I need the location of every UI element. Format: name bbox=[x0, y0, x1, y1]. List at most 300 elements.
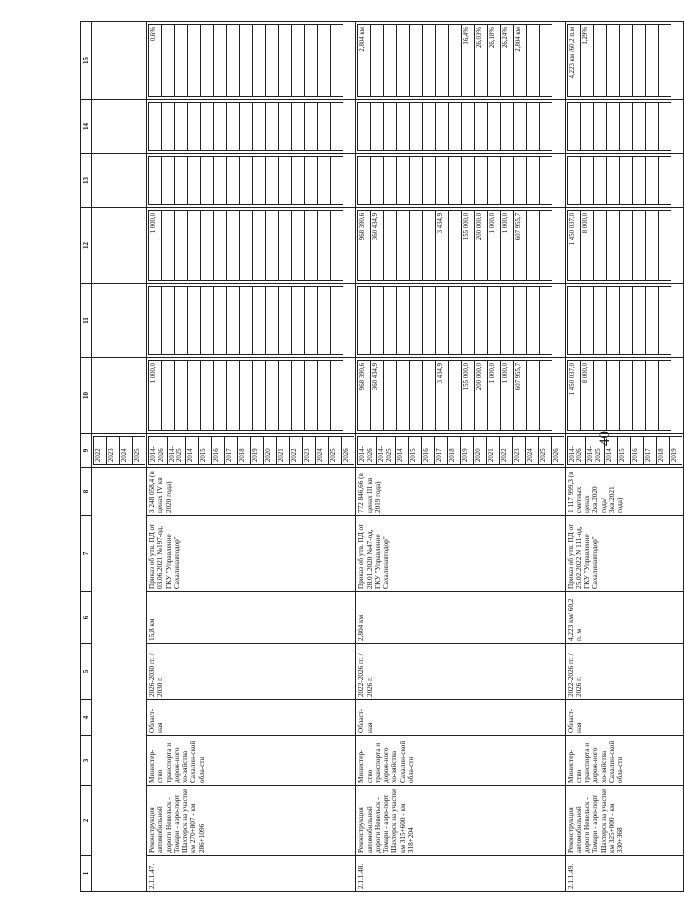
indicator-cell bbox=[214, 25, 227, 97]
amount-cell bbox=[318, 361, 331, 431]
blank-cell bbox=[371, 157, 384, 205]
blank-cell bbox=[606, 157, 619, 205]
blank-cell bbox=[423, 157, 436, 205]
amount-cell bbox=[188, 361, 201, 431]
indicator-cell bbox=[527, 25, 540, 97]
amount-cell bbox=[384, 361, 397, 431]
year-cell: 2026 bbox=[342, 437, 355, 465]
year-cell: 2019 bbox=[460, 437, 473, 465]
blank-cell bbox=[410, 103, 423, 151]
column-number: 11 bbox=[81, 284, 92, 358]
amount-cell bbox=[240, 361, 253, 431]
indicator-cell: 16,4% bbox=[462, 25, 475, 97]
year-cell: 2024 bbox=[525, 437, 538, 465]
blank-cell bbox=[593, 287, 606, 355]
blank-cell bbox=[527, 287, 540, 355]
amount-cell bbox=[201, 211, 214, 281]
blank-cell bbox=[188, 287, 201, 355]
amount-cell: 155 000,0 bbox=[462, 361, 475, 431]
blank-cell bbox=[580, 103, 593, 151]
amount-cell: 200 000,0 bbox=[475, 211, 488, 281]
year-cell: 2018 bbox=[656, 437, 669, 465]
blank-cell bbox=[410, 157, 423, 205]
blank-cell bbox=[462, 287, 475, 355]
capacity: 2,804 км bbox=[356, 592, 565, 644]
blank-cell bbox=[201, 287, 214, 355]
indicator-cell bbox=[423, 25, 436, 97]
blank-cell bbox=[580, 287, 593, 355]
level: Област-ная bbox=[147, 700, 356, 736]
blank-cell bbox=[658, 103, 671, 151]
blank-cell bbox=[580, 157, 593, 205]
year-cell: 2014 bbox=[604, 437, 617, 465]
blank-cell bbox=[162, 157, 175, 205]
indicator-cell: 26,24% bbox=[501, 25, 514, 97]
amount-cell: 8 000,0 bbox=[580, 211, 593, 281]
level: Област-ная bbox=[356, 700, 565, 736]
amount-cell bbox=[619, 211, 632, 281]
amount-cell: 1 000,0 bbox=[488, 211, 501, 281]
blank-cell bbox=[201, 103, 214, 151]
year-cell: 2014 bbox=[186, 437, 199, 465]
amount-cell bbox=[175, 361, 188, 431]
amount-cell bbox=[162, 361, 175, 431]
blank-cell bbox=[331, 157, 344, 205]
blank-cell bbox=[240, 103, 253, 151]
indicator-cell bbox=[305, 25, 318, 97]
indicator-cell bbox=[436, 25, 449, 97]
year-cell: 2014-2026 bbox=[149, 437, 168, 465]
capacity: 15,8 км bbox=[147, 592, 356, 644]
amount-cell bbox=[449, 211, 462, 281]
customer: Министер-ство транспорта и дорож-ного хо-зяйства Сахалин-ской обла-сти bbox=[565, 736, 683, 786]
blank-cell bbox=[318, 157, 331, 205]
amount-cell bbox=[410, 211, 423, 281]
row-id: 2.1.1.47. bbox=[147, 856, 356, 892]
column-number: 3 bbox=[81, 736, 92, 786]
blank-cell bbox=[514, 103, 527, 151]
year-cell: 2019 bbox=[251, 437, 264, 465]
blank-cell bbox=[423, 103, 436, 151]
blank-cell bbox=[475, 287, 488, 355]
blank-cell bbox=[462, 157, 475, 205]
capacity: 4,223 км/ 60,2 п. м bbox=[565, 592, 683, 644]
amount-cell bbox=[266, 211, 279, 281]
blank-cell bbox=[501, 287, 514, 355]
year-cell: 2015 bbox=[617, 437, 630, 465]
amount-cell bbox=[645, 361, 658, 431]
blank-cell bbox=[305, 103, 318, 151]
amount-cell: 968 390,6 bbox=[358, 361, 371, 431]
blank-cell bbox=[593, 157, 606, 205]
column-number: 14 bbox=[81, 100, 92, 154]
year-cell: 2023 bbox=[512, 437, 525, 465]
blank-cell bbox=[227, 287, 240, 355]
empty-cell bbox=[92, 100, 147, 154]
blank-cell bbox=[632, 157, 645, 205]
year-cell: 2015 bbox=[199, 437, 212, 465]
indicator-cell: 2,804 км bbox=[514, 25, 527, 97]
blank-cell bbox=[253, 103, 266, 151]
amount-cell bbox=[658, 211, 671, 281]
blank-cell bbox=[410, 287, 423, 355]
column-number: 9 bbox=[81, 434, 92, 468]
blank-cell bbox=[632, 103, 645, 151]
indicator-cell: 2,804 км bbox=[358, 25, 371, 97]
blank-cell bbox=[227, 157, 240, 205]
amount-cell bbox=[279, 361, 292, 431]
indicator-cell: 26,18% bbox=[488, 25, 501, 97]
amount-cell bbox=[606, 211, 619, 281]
year-cell: 2019 bbox=[669, 437, 682, 465]
blank-cell bbox=[331, 287, 344, 355]
blank-cell bbox=[384, 157, 397, 205]
blank-cell bbox=[397, 287, 410, 355]
blank-cell bbox=[331, 103, 344, 151]
amount-cell bbox=[240, 211, 253, 281]
blank-cell bbox=[188, 157, 201, 205]
year-cell: 2014-2025 bbox=[586, 437, 605, 465]
amount-cell bbox=[449, 361, 462, 431]
amount-cell bbox=[227, 361, 240, 431]
blank-cell bbox=[501, 103, 514, 151]
indicator-cell bbox=[201, 25, 214, 97]
column-number: 12 bbox=[81, 208, 92, 284]
amount-cell bbox=[214, 361, 227, 431]
year-cell: 2015 bbox=[408, 437, 421, 465]
amount-cell: 1 000,0 bbox=[488, 361, 501, 431]
blank-cell bbox=[540, 103, 553, 151]
estimated-cost: 1 117 999,3 (в сметных ценах 2кв.2020 года/ 3кв.2021 года) bbox=[565, 468, 683, 516]
year-cell: 2014-2026 bbox=[358, 437, 377, 465]
amount-cell bbox=[658, 361, 671, 431]
program-table bbox=[80, 21, 684, 892]
amount-cell bbox=[305, 361, 318, 431]
amount-cell: 155 000,0 bbox=[462, 211, 475, 281]
blank-cell bbox=[514, 287, 527, 355]
year-cell: 2022 bbox=[290, 437, 303, 465]
blank-cell bbox=[488, 157, 501, 205]
blank-cell bbox=[462, 103, 475, 151]
blank-cell bbox=[162, 103, 175, 151]
blank-cell bbox=[567, 157, 580, 205]
header-row bbox=[81, 22, 92, 892]
amount-cell bbox=[593, 361, 606, 431]
amount-cell bbox=[266, 361, 279, 431]
empty-cell bbox=[92, 284, 147, 358]
indicator-cell bbox=[410, 25, 423, 97]
blank-cell bbox=[292, 157, 305, 205]
level: Област-ная bbox=[565, 700, 683, 736]
blank-cell bbox=[279, 103, 292, 151]
blank-cell bbox=[436, 103, 449, 151]
blank-cell bbox=[358, 287, 371, 355]
indicator-cell bbox=[658, 25, 671, 97]
blank-cell bbox=[449, 287, 462, 355]
object-name: Реконструкция автомобильной дороги Невельск - Томари - аэро-порт Шахтерск на участке км 315+600 - км 318+204 bbox=[356, 786, 565, 856]
amount-cell bbox=[645, 211, 658, 281]
year-cell: 2018 bbox=[238, 437, 251, 465]
indicator-cell: 26,03% bbox=[475, 25, 488, 97]
blank-cell bbox=[540, 157, 553, 205]
empty-cell bbox=[92, 358, 147, 434]
blank-cell bbox=[527, 103, 540, 151]
estimated-cost: 3 248 058,4 (в ценах IV кв 2020 года) bbox=[147, 468, 356, 516]
year-cell: 2025 bbox=[538, 437, 551, 465]
empty-cell bbox=[92, 22, 147, 100]
indicator-cell bbox=[645, 25, 658, 97]
column-number: 10 bbox=[81, 358, 92, 434]
blank-cell bbox=[149, 157, 162, 205]
blank-cell bbox=[253, 287, 266, 355]
blank-cell bbox=[292, 287, 305, 355]
year-cell: 2024 bbox=[120, 437, 133, 465]
blank-cell bbox=[475, 103, 488, 151]
year-cell: 2025 bbox=[329, 437, 342, 465]
amount-cell bbox=[540, 361, 553, 431]
blank-cell bbox=[253, 157, 266, 205]
amount-cell: 8 000,0 bbox=[580, 361, 593, 431]
indicator-cell bbox=[162, 25, 175, 97]
year-cell: 2016 bbox=[630, 437, 643, 465]
indicator-cell bbox=[279, 25, 292, 97]
year-cell: 2023 bbox=[107, 437, 120, 465]
blank-cell bbox=[240, 157, 253, 205]
empty-cell bbox=[92, 208, 147, 284]
amount-cell: 607 955,7 bbox=[514, 361, 527, 431]
blank-cell bbox=[384, 103, 397, 151]
amount-cell bbox=[606, 361, 619, 431]
year-cell: 2017 bbox=[225, 437, 238, 465]
amount-cell bbox=[292, 211, 305, 281]
indicator-cell bbox=[540, 25, 553, 97]
indicator-cell bbox=[266, 25, 279, 97]
amount-cell bbox=[423, 211, 436, 281]
amount-cell: 968 390,6 bbox=[358, 211, 371, 281]
blank-cell bbox=[266, 103, 279, 151]
customer: Министер-ство транспорта и дорож-ного хо-зяйства Сахалин-ской обла-сти bbox=[147, 736, 356, 786]
amount-cell bbox=[397, 361, 410, 431]
blank-cell bbox=[606, 103, 619, 151]
amount-cell bbox=[632, 211, 645, 281]
amount-cell bbox=[318, 211, 331, 281]
amount-cell bbox=[593, 211, 606, 281]
amount-cell: 1 000,0 bbox=[149, 361, 162, 431]
blank-cell bbox=[449, 103, 462, 151]
blank-cell bbox=[384, 287, 397, 355]
blank-cell bbox=[501, 157, 514, 205]
blank-cell bbox=[488, 287, 501, 355]
blank-cell bbox=[658, 287, 671, 355]
blank-cell bbox=[397, 103, 410, 151]
amount-cell: 1 000,0 bbox=[501, 361, 514, 431]
blank-cell bbox=[436, 287, 449, 355]
blank-cell bbox=[593, 103, 606, 151]
year-cell: 2014 bbox=[395, 437, 408, 465]
blank-cell bbox=[606, 287, 619, 355]
amount-cell: 200 000,0 bbox=[475, 361, 488, 431]
blank-cell bbox=[305, 287, 318, 355]
amount-cell: 1 000,0 bbox=[501, 211, 514, 281]
amount-cell: 1 450 037,0 bbox=[567, 211, 580, 281]
amount-cell: 3 434,9 bbox=[436, 361, 449, 431]
indicator-cell bbox=[175, 25, 188, 97]
year-cell: 2014-2025 bbox=[167, 437, 186, 465]
blank-cell bbox=[175, 287, 188, 355]
year-cell: 2022 bbox=[94, 437, 107, 465]
amount-cell bbox=[279, 211, 292, 281]
amount-cell bbox=[423, 361, 436, 431]
indicator-cell bbox=[240, 25, 253, 97]
amount-cell bbox=[384, 211, 397, 281]
blank-cell bbox=[162, 287, 175, 355]
column-number: 2 bbox=[81, 786, 92, 856]
table-row bbox=[565, 22, 683, 892]
blank-cell bbox=[645, 287, 658, 355]
column-number: 5 bbox=[81, 644, 92, 700]
blank-cell bbox=[149, 103, 162, 151]
table-row bbox=[356, 22, 565, 892]
year-cell: 2025 bbox=[133, 437, 146, 465]
amount-cell bbox=[175, 211, 188, 281]
period: 2022-2026 гг. / 2026 г. bbox=[565, 644, 683, 700]
blank-cell bbox=[214, 157, 227, 205]
year-cell: 2016 bbox=[212, 437, 225, 465]
blank-cell bbox=[619, 157, 632, 205]
blank-cell bbox=[279, 287, 292, 355]
year-cell: 2020 bbox=[264, 437, 277, 465]
blank-cell bbox=[567, 103, 580, 151]
column-number: 7 bbox=[81, 516, 92, 592]
amount-cell: 3 434,9 bbox=[436, 211, 449, 281]
blank-cell bbox=[318, 287, 331, 355]
column-number: 1 bbox=[81, 856, 92, 892]
blank-cell bbox=[188, 103, 201, 151]
blank-cell bbox=[371, 103, 384, 151]
blank-cell bbox=[619, 103, 632, 151]
indicator-cell bbox=[227, 25, 240, 97]
period: 2026-2030 гг. / 2030 г. bbox=[147, 644, 356, 700]
blank-cell bbox=[527, 157, 540, 205]
amount-cell bbox=[632, 361, 645, 431]
blank-cell bbox=[436, 157, 449, 205]
blank-cell bbox=[449, 157, 462, 205]
column-number: 4 bbox=[81, 700, 92, 736]
blank-cell bbox=[175, 157, 188, 205]
blank-cell bbox=[266, 287, 279, 355]
empty-cell bbox=[92, 154, 147, 208]
indicator-cell bbox=[632, 25, 645, 97]
amount-cell: 1 000,0 bbox=[149, 211, 162, 281]
blank-cell bbox=[214, 287, 227, 355]
amount-cell bbox=[305, 211, 318, 281]
blank-cell bbox=[632, 287, 645, 355]
estimated-cost: 772 846,66 (в ценах III кв 2019 года) bbox=[356, 468, 565, 516]
amount-cell bbox=[253, 361, 266, 431]
year-cell: 2017 bbox=[643, 437, 656, 465]
blank-cell bbox=[305, 157, 318, 205]
amount-cell bbox=[214, 211, 227, 281]
year-cell: 2022 bbox=[499, 437, 512, 465]
top-years-row bbox=[92, 22, 147, 892]
indicator-cell bbox=[397, 25, 410, 97]
column-number: 8 bbox=[81, 468, 92, 516]
blank-cell bbox=[423, 287, 436, 355]
object-name: Реконструкция автомобильной дороги Невельск - Томари - аэро-порт Шахтерск на участке км 325+000 - км 330+368 bbox=[565, 786, 683, 856]
indicator-cell bbox=[593, 25, 606, 97]
year-cell: 2021 bbox=[486, 437, 499, 465]
amount-cell bbox=[292, 361, 305, 431]
amount-cell bbox=[619, 361, 632, 431]
indicator-cell: 4,223 км /60,2 п.м bbox=[567, 25, 580, 97]
blank-cell bbox=[358, 103, 371, 151]
blank-cell bbox=[201, 157, 214, 205]
amount-cell bbox=[201, 361, 214, 431]
indicator-cell bbox=[619, 25, 632, 97]
table-row bbox=[147, 22, 356, 892]
customer: Министер-ство транспорта и дорож-ного хо-зяйства Сахалин-ской обла-сти bbox=[356, 736, 565, 786]
indicator-cell bbox=[371, 25, 384, 97]
blank-cell bbox=[619, 287, 632, 355]
column-number: 6 bbox=[81, 592, 92, 644]
blank-cell bbox=[397, 157, 410, 205]
blank-cell bbox=[358, 157, 371, 205]
document: Приказ об утв. ПД от 25.02.2022 N 111-од, ГКУ "Управление Сахалинавтодор" bbox=[565, 516, 683, 592]
amount-cell: 1 450 037,0 bbox=[567, 361, 580, 431]
blank-cell bbox=[371, 287, 384, 355]
blank-cell bbox=[318, 103, 331, 151]
blank-cell bbox=[266, 157, 279, 205]
amount-cell bbox=[331, 211, 344, 281]
amount-cell: 607 955,7 bbox=[514, 211, 527, 281]
blank-cell bbox=[475, 157, 488, 205]
blank-cell bbox=[567, 287, 580, 355]
amount-cell bbox=[527, 211, 540, 281]
blank-cell bbox=[645, 157, 658, 205]
indicator-cell: 1,29% bbox=[580, 25, 593, 97]
year-cell: 2016 bbox=[421, 437, 434, 465]
blank-cell bbox=[645, 103, 658, 151]
document: Приказ об утв. ПД от 28.01.2020 №47-од, ГКУ "Управление Сахалинавтодор" bbox=[356, 516, 565, 592]
year-cell: 2023 bbox=[303, 437, 316, 465]
amount-cell bbox=[188, 211, 201, 281]
blank-cell bbox=[149, 287, 162, 355]
amount-cell bbox=[227, 211, 240, 281]
blank-cell bbox=[488, 103, 501, 151]
object-name: Реконструкция автомобильной дороги Невельск - Томари - аэро-порт Шахтерск на участке км 270+807 - км 286+1096 bbox=[147, 786, 356, 856]
amount-cell: 360 434,9 bbox=[371, 361, 384, 431]
year-cell: 2014-2026 bbox=[567, 437, 586, 465]
blank-cell bbox=[658, 157, 671, 205]
indicator-cell bbox=[292, 25, 305, 97]
indicator-cell bbox=[188, 25, 201, 97]
amount-cell bbox=[162, 211, 175, 281]
year-cell: 2024 bbox=[316, 437, 329, 465]
continuation-blank bbox=[92, 468, 147, 892]
indicator-cell bbox=[606, 25, 619, 97]
blank-cell bbox=[540, 287, 553, 355]
indicator-cell bbox=[253, 25, 266, 97]
year-cell: 2017 bbox=[434, 437, 447, 465]
year-cell: 2020 bbox=[473, 437, 486, 465]
amount-cell bbox=[540, 211, 553, 281]
period: 2022-2026 гг. / 2026 г. bbox=[356, 644, 565, 700]
amount-cell bbox=[331, 361, 344, 431]
amount-cell bbox=[527, 361, 540, 431]
blank-cell bbox=[514, 157, 527, 205]
column-number: 13 bbox=[81, 154, 92, 208]
indicator-cell: 0,6% bbox=[149, 25, 162, 97]
